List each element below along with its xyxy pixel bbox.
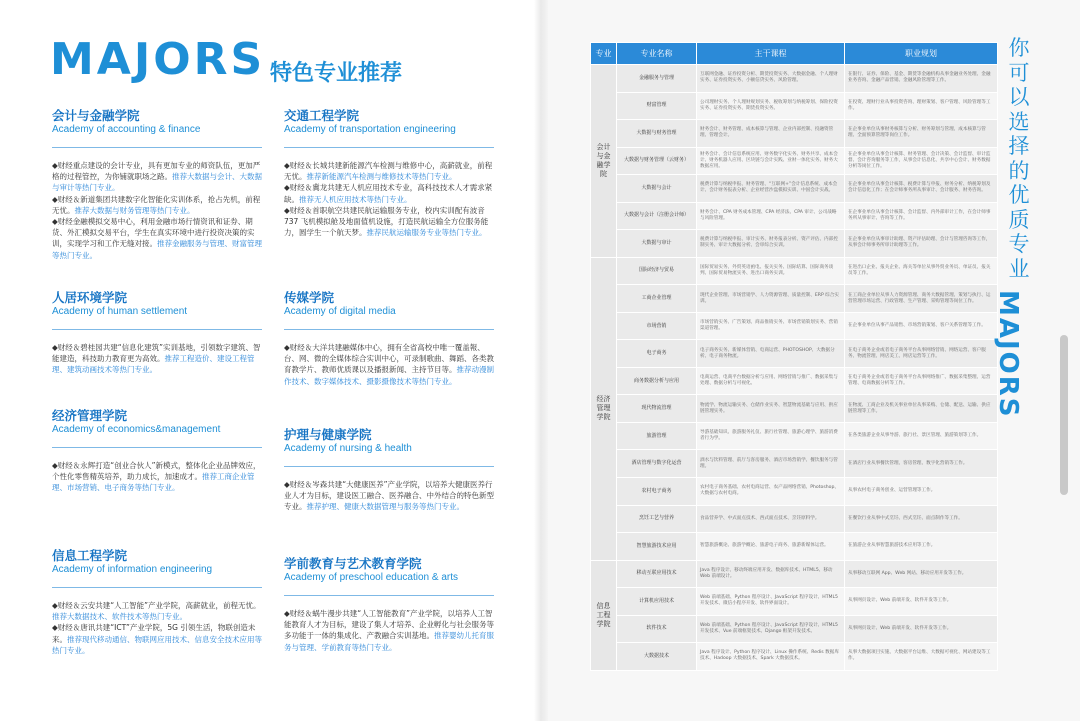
career-cell: 从事大数据项目实施、大数据平台运维、大数据可视化、网站建设等工作。	[845, 643, 998, 671]
course-cell: 电商运营、电商平台数据分析与应用、网络营销与推广、数据采集与处理、数据分析与可视化。	[697, 367, 845, 395]
college-section	[52, 108, 262, 261]
table-row	[591, 202, 998, 230]
college-description	[284, 479, 494, 513]
career-cell: 在企事业单位从事产品销售、市场营销策划、客户关系管理等工作。	[845, 312, 998, 340]
recommended-majors: 推荐工商企业管理、市场营销、电子商务等热门专业。	[52, 472, 255, 493]
course-cell: 电子商务实务、新媒体营销、电商运营、PHOTOSHOP、大数据分析、电子商务物流。	[697, 340, 845, 368]
career-cell: 在企事业单位从事会计核算、财务管理、会计决策、会计监督、审计监督、会计咨询服务等工作，从事会计信息化、共享中心会计、财务数据分析等岗位工作。	[845, 147, 998, 175]
course-cell: 税费计算与纳税申报、财务管理、“互联网+”会计信息系统、成本会计、会计财务报表分析、企业经营沙盘模拟实训、中国会计实战。	[697, 175, 845, 203]
college-description	[284, 160, 494, 182]
career-cell: 从事农村电子商务创业、运营管理等工作。	[845, 477, 998, 505]
table-row	[591, 65, 998, 93]
career-cell: 在各类旅游企业从事导游、旅行社、景区管理、旅游策划等工作。	[845, 422, 998, 450]
table-row	[591, 257, 998, 285]
divider	[284, 595, 494, 596]
recommended-majors: 推荐婴幼儿托育服务与管理、学前教育等热门专业。	[284, 631, 494, 652]
major-name-cell: 计算机应用技术	[617, 588, 697, 616]
career-cell: 在企事业单位从事会计核算、会计监督、内外部审计工作，在会计师事务所从事审计、咨询等工作。	[845, 202, 998, 230]
divider	[284, 466, 494, 467]
table-row	[591, 422, 998, 450]
recommended-majors: 推荐护理、健康大数据管理与服务等热门专业。	[306, 502, 464, 512]
table-row	[591, 395, 998, 423]
table-row	[591, 615, 998, 643]
course-cell: 食品营养学、中式面点技术、西式面点技术、烹饪原料学。	[697, 505, 845, 533]
description-text: ◆财经＆岑森共建“大健康医养”产业学院，以培养大健康医养行业人才为目标，建设医工融合、医养融合、中外结合的特色新型专业。	[284, 480, 494, 512]
career-cell: 在酒店行业从事餐饮管理、客房管理、数字化营销等工作。	[845, 450, 998, 478]
department-cell: 会计与金融学院	[591, 65, 617, 258]
course-cell: 导游基础知识、旅游服务礼仪、旅行社管理、旅游心理学、旅游消费者行为学。	[697, 422, 845, 450]
course-cell: 智慧旅游概论、旅游学概论、旅游电子商务、旅游新媒体运营。	[697, 533, 845, 561]
recommended-majors: 推荐民航运输服务专业等热门专业。	[366, 228, 487, 238]
table-row	[591, 533, 998, 561]
college-description	[52, 460, 262, 494]
college-section	[52, 548, 262, 656]
page-title: 特色专业推荐	[270, 61, 403, 86]
major-name-cell: 现代物流管理	[617, 395, 697, 423]
description-text: ◆财经＆唐讯共建“ICT”产业学院，5G 引领生活，物联创造未来。	[52, 623, 256, 644]
career-cell: 在物流、工商企业及机关事业单位从事采购、仓储、配送、运输、供应链管理等工作。	[845, 395, 998, 423]
majors-logo: MAJORS	[50, 34, 266, 85]
major-name-cell: 工商企业管理	[617, 285, 697, 313]
course-cell: 税费计算与纳税申报、审计实务、财务报表分析、资产评估、内部控制实务、审计大数据分析、会审综合实训。	[697, 230, 845, 258]
major-name-cell: 大数据与审计	[617, 230, 697, 258]
college-name: 交通工程学院	[284, 108, 360, 123]
college-description	[52, 194, 262, 216]
college-english-name: Academy of economics&management	[52, 424, 221, 435]
career-cell: 从事网页设计、Web 前端开发、软件开发等工作。	[845, 615, 998, 643]
recommended-majors: 推荐动漫制作技术、数字媒体技术、摄影摄像技术等热门专业。	[284, 365, 494, 386]
college-description	[284, 608, 494, 653]
college-description	[284, 182, 494, 204]
college-section	[284, 290, 494, 387]
major-name-cell: 大数据与财务管理（云财务）	[617, 147, 697, 175]
description-text: ◆财经重点建设的会计专业，具有更加专业的师资队伍，更加严格的过程管控，为你铺就职场之路。	[52, 161, 261, 182]
table-row	[591, 367, 998, 395]
description-text: ◆财经＆蜗牛漫步共建“人工智能教育”产业学院，以培养人工智能教育人才为目标，建设了集人才培养、企业孵化与社会服务等多功能于一体的集成化、产教融合实训基地。	[284, 609, 494, 641]
course-cell: 农村电子商务基础、农村电商运营、农产品网络营销、Photoshop、大数据与农村电商。	[697, 477, 845, 505]
major-name-cell: 智慧旅游技术应用	[617, 533, 697, 561]
table-row	[591, 312, 998, 340]
table-body	[591, 65, 998, 671]
college-english-name: Academy of accounting & finance	[52, 124, 201, 135]
description-text: ◆财经＆首职航空共建民航运输服务专业，校内实训配有波音 737 飞机模拟舱及地面值机设施，打造民航运输全方位服务能力，圆学生一个航天梦。	[284, 205, 489, 238]
major-name-cell: 国际经济与贸易	[617, 257, 697, 285]
page-gutter	[534, 0, 548, 721]
career-cell: 在餐饮行业从事中式烹饪、西式烹饪、面点制作等工作。	[845, 505, 998, 533]
college-section	[284, 108, 494, 238]
table-header-cell: 职业规划	[845, 43, 998, 65]
table-row	[591, 175, 998, 203]
table-header-cell: 主干课程	[697, 43, 845, 65]
course-cell: 物流学、物流运输实务、仓储作业实务、智慧物流基础与应用、供应链管理实务。	[697, 395, 845, 423]
career-cell: 在企事业单位从事会计核算、税费计算与申报、财务分析、纳税筹划及会计信息化工作；在会计师事务所从事审计、会计服务、财务咨询。	[845, 175, 998, 203]
college-description	[52, 216, 262, 261]
table-row	[591, 450, 998, 478]
college-english-name: Academy of preschool education & arts	[284, 572, 458, 583]
course-cell: Web 前端基础、Python 程序设计、JavaScript 程序设计、HTML5 开发技术、微信小程序开发、软件界面设计。	[697, 588, 845, 616]
major-name-cell: 金融服务与管理	[617, 65, 697, 93]
college-english-name: Academy of information engineering	[52, 564, 213, 575]
recommended-majors: 推荐大数据技术、软件技术等热门专业。	[52, 612, 187, 622]
divider	[284, 147, 494, 148]
college-description	[52, 342, 262, 376]
vertical-majors-logo: MAJORS	[993, 290, 1023, 419]
recommended-majors: 推荐新能源汽车检测与维修技术等热门专业。	[306, 172, 457, 182]
table-header-row	[591, 43, 998, 65]
major-name-cell: 市场营销	[617, 312, 697, 340]
college-description	[52, 622, 262, 656]
major-name-cell: 烹饪工艺与营养	[617, 505, 697, 533]
table-row	[591, 92, 998, 120]
career-cell: 在进出口企业、报关企业、海关等单位从事外贸业务员、单证员、报关员等工作。	[845, 257, 998, 285]
major-name-cell: 旅游管理	[617, 422, 697, 450]
career-cell: 在企事业单位从事财务核算与分析、财务筹划与管理、成本核算与管理、全面预算管理等岗位工作。	[845, 120, 998, 148]
description-text: ◆财经＆云安共建“人工智能”产业学院，高薪就业，前程无忧。	[52, 601, 261, 610]
college-english-name: Academy of digital media	[284, 306, 396, 317]
description-text: ◆财经＆大洋共建融媒体中心，拥有全省高校中唯一覆盖報、台、网、微的全媒体综合实训中心，可录制歌曲、舞蹈、各类教育教学片、教师优质课以及播报新闻、主持节目等。	[284, 343, 494, 375]
course-cell: Java 程序设计、Python 程序设计、Linux 操作系统、Redis 数据库技术、Hadoop 大数据技术、Spark 大数据技术。	[697, 643, 845, 671]
career-cell: 在投资、理财行业从事投资咨询、理财策划、客户管理、风险管理等工作。	[845, 92, 998, 120]
recommended-majors: 推荐无人机应用技术等热门专业。	[299, 194, 412, 204]
table-row	[591, 340, 998, 368]
divider	[52, 329, 262, 330]
major-name-cell: 大数据与财务管理	[617, 120, 697, 148]
college-description	[52, 600, 262, 622]
college-section	[52, 290, 262, 376]
college-section	[284, 427, 494, 513]
recommended-majors: 推荐大数据与财务管理等热门专业。	[74, 205, 195, 215]
divider	[52, 147, 262, 148]
college-name: 人居环境学院	[52, 290, 128, 305]
course-cell: 现代企业管理、市场营销学、人力资源管理、质量控制、ERP 综合实训。	[697, 285, 845, 313]
college-name: 传媒学院	[284, 290, 335, 305]
divider	[284, 329, 494, 330]
table-row	[591, 643, 998, 671]
vertical-slogan: 你可以选择的优质专业	[1008, 36, 1030, 281]
table-row	[591, 147, 998, 175]
college-name: 会计与金融学院	[52, 108, 140, 123]
majors-table	[590, 42, 998, 671]
table-row	[591, 505, 998, 533]
major-name-cell: 财富管理	[617, 92, 697, 120]
career-cell: 在工商企业单位从事人力资源管理、商务大数据管理、策划与执行、运营管理市场运营、行政管理、生产管理、采购管理等岗位工作。	[845, 285, 998, 313]
course-cell: 财务会计、CPA 财务成本管理、CPA 经济法、CPA 审计、公司战略与风险管理。	[697, 202, 845, 230]
description-text: ◆财经＆长城共建新能源汽车检测与维修中心，高薪就业，前程无忧。	[284, 161, 493, 182]
major-name-cell: 软件技术	[617, 615, 697, 643]
major-name-cell: 电子商务	[617, 340, 697, 368]
table-row	[591, 285, 998, 313]
table-header-cell: 专业	[591, 43, 617, 65]
college-name: 信息工程学院	[52, 548, 128, 563]
major-name-cell: 移动互联应用技术	[617, 560, 697, 588]
course-cell: 国际贸易实务、外贸英语函电、报关实务、国际结算、国际商务谈判、国际贸易物流实务、进出口商务实训。	[697, 257, 845, 285]
table-row	[591, 588, 998, 616]
college-description	[284, 342, 494, 387]
career-cell: 在电子商务企业或者电子商务平台从事网络推广、数据采集整理、运营管理、电商数据分析等工作。	[845, 367, 998, 395]
major-name-cell: 农村电子商务	[617, 477, 697, 505]
college-name: 经济管理学院	[52, 408, 128, 423]
table-row	[591, 560, 998, 588]
career-cell: 从事移动互联网 App、Web 网站、移动应用开发等工作。	[845, 560, 998, 588]
divider	[52, 447, 262, 448]
recommended-majors: 推荐大数据与会计、大数据与审计等热门专业。	[52, 172, 262, 193]
major-name-cell: 大数据技术	[617, 643, 697, 671]
department-cell: 经济管理学院	[591, 257, 617, 560]
recommended-majors: 推荐现代移动通信、物联网应用技术、信息安全技术应用等热门专业。	[52, 634, 262, 655]
major-name-cell: 大数据与会计	[617, 175, 697, 203]
college-section	[52, 408, 262, 494]
college-description	[284, 205, 494, 239]
college-description	[52, 160, 262, 194]
recommended-majors: 推荐工程造价、建设工程管理、建筑动画技术等热门专业。	[52, 354, 255, 375]
college-name: 学前教育与艺术教育学院	[284, 556, 422, 571]
course-cell: 互联网金融、证券投资分析、期货投资实务、大数据金融、个人理财实务、证券投资实务、小额信贷实务、风险管理。	[697, 65, 845, 93]
career-cell: 在电子商务企业或者电子商务平台从事网络营销、网络运营、客户服务、物流管理、网店美工、网店运营等工作。	[845, 340, 998, 368]
course-cell: 财务会计、会计信息系统应用、财务数字化实务、财务共享、成本会计、财务机器人应用、区块链与会计实践、业财一体化实务、财务大数据应用。	[697, 147, 845, 175]
college-english-name: Academy of nursing & health	[284, 443, 412, 454]
course-cell: 酒水与饮料管理、前厅与客房服务、酒店市场营销学、餐饮服务与管理。	[697, 450, 845, 478]
career-cell: 在银行、证券、保险、基金、期货等金融机构从事金融业务处理、金融业务咨询、金融产品营销、金融风险管理等工作。	[845, 65, 998, 93]
course-cell: 市场营销实务、广告策划、商品推销实务、市场营销策划实务、营销渠道管理。	[697, 312, 845, 340]
career-cell: 在企事业单位从事审计助理、资产评估助理、会计与管理咨询等工作，从事会计师事务所审计助理等工作。	[845, 230, 998, 258]
table-row	[591, 230, 998, 258]
major-name-cell: 酒店管理与数字化运营	[617, 450, 697, 478]
table-header-cell: 专业名称	[617, 43, 697, 65]
course-cell: Web 前端基础、Python 程序设计、JavaScript 程序设计、HTML5 开发技术、Vue 前端框架技术、Django 框架开发技术。	[697, 615, 845, 643]
recommended-majors: 推荐金融服务与管理、财富管理等热门专业。	[52, 239, 262, 260]
scrollbar[interactable]	[1060, 335, 1068, 495]
major-name-cell: 商务数据分析与应用	[617, 367, 697, 395]
description-text: ◆财经＆新道集团共建数字化智能化实训体系，抢占先机，前程无忧。	[52, 194, 261, 215]
college-name: 护理与健康学院	[284, 427, 372, 442]
description-text: ◆财经＆冀龙共建无人机应用技术专业，高科技技术人才需求紧缺。	[284, 183, 493, 204]
course-cell: 公司理财实务、个人理财规划实务、税收筹划与纳税筹划、保险投资实务、证券投资实务、期货投资实务。	[697, 92, 845, 120]
description-text: ◆财经金融模拟交易中心，利用金融市场行情资讯和证券、期货、外汇模拟交易平台，学生在真实环境中进行投资决策的实训，实现学习和工作无缝对接。	[52, 217, 255, 249]
table-row	[591, 120, 998, 148]
table-row	[591, 477, 998, 505]
major-name-cell: 大数据与会计（注册会计师）	[617, 202, 697, 230]
course-cell: Java 程序设计、移动终端应用开发、数据库技术、HTML5、移动 Web 前端设计。	[697, 560, 845, 588]
course-cell: 财务会计、财务管理、成本核算与管理、企业内部控制、投融资管理、管理会计。	[697, 120, 845, 148]
description-text: ◆财经＆碧桂园共建“信息化建筑”实训基地，引领数字建筑、智能建造，科技助力教育更为高效。	[52, 343, 261, 364]
description-text: ◆财经＆永辉打造“创业合伙人”新模式，整体化企业品牌效应，个性化零售精英培养，助力成长，加速成才。	[52, 461, 261, 482]
college-section	[284, 556, 494, 653]
divider	[52, 587, 262, 588]
department-cell: 信息工程学院	[591, 560, 617, 670]
career-cell: 从事网页设计、Web 前端开发、软件开发等工作。	[845, 588, 998, 616]
college-english-name: Academy of human settlement	[52, 306, 188, 317]
career-cell: 在旅游企业从事智慧旅游技术应用等工作。	[845, 533, 998, 561]
college-english-name: Academy of transportation engineering	[284, 124, 456, 135]
